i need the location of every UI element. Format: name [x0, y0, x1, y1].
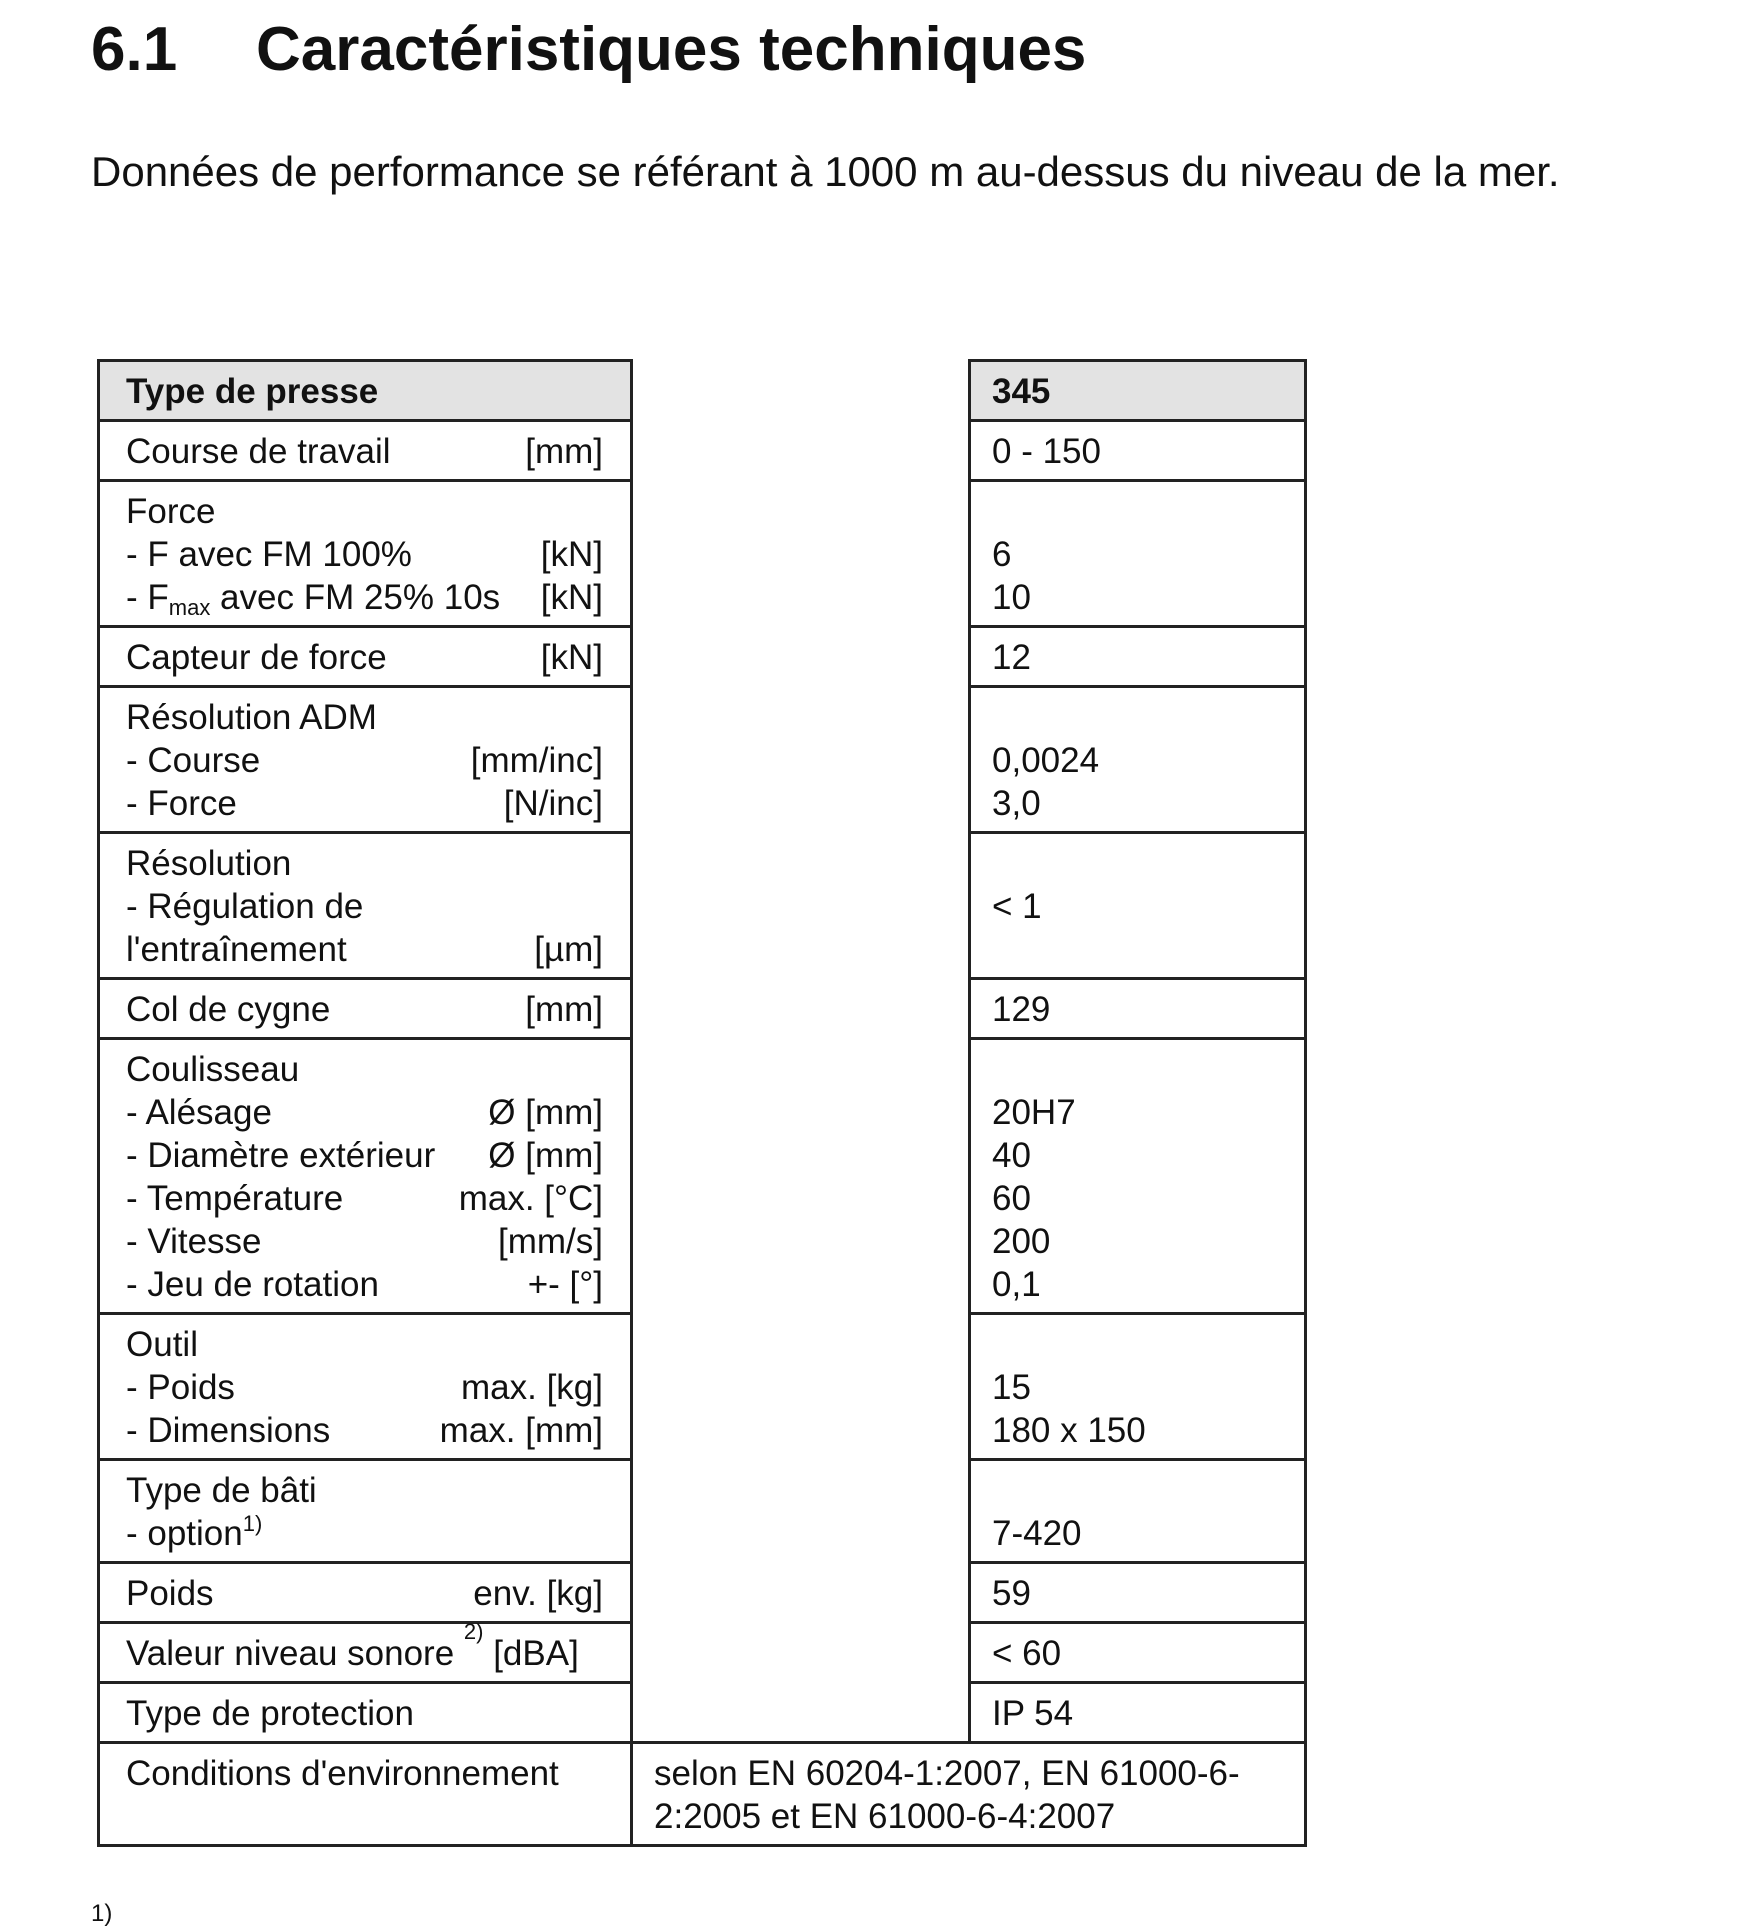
row-label: Course de travail — [126, 432, 391, 471]
row-value: 15 — [992, 1368, 1031, 1407]
row-value: 12 — [970, 627, 1306, 687]
row-label: - Régulation de — [126, 887, 364, 926]
table-row-outil — [99, 1314, 1306, 1460]
row-unit: [N/inc] — [503, 784, 603, 823]
row-label: - Poids — [126, 1368, 235, 1407]
table-row-resolution — [99, 833, 1306, 979]
row-label: - Dimensions — [126, 1411, 331, 1450]
section-number: 6.1 — [91, 15, 178, 84]
row-label: Poids — [126, 1574, 214, 1613]
row-label: - Vitesse — [126, 1222, 262, 1261]
row-title: Coulisseau — [126, 1050, 300, 1089]
table-row-poids — [99, 1563, 1306, 1623]
row-value: 200 — [992, 1222, 1051, 1261]
table-row-cygne — [99, 979, 1306, 1039]
table-row-environnement — [99, 1743, 1306, 1846]
row-value: 0,1 — [992, 1265, 1041, 1304]
row-value: 2:2005 et EN 61000-6-4:2007 — [654, 1797, 1116, 1836]
row-label: - Diamètre extérieur — [126, 1136, 436, 1175]
row-unit: Ø [mm] — [488, 1136, 603, 1175]
row-value: < 60 — [970, 1623, 1306, 1683]
row-value: 7-420 — [992, 1514, 1082, 1553]
section-heading — [91, 14, 1086, 85]
row-unit: max. [kg] — [461, 1368, 603, 1407]
header-label: Type de presse — [99, 361, 632, 421]
row-unit: [mm] — [525, 990, 603, 1029]
row-unit: env. [kg] — [473, 1574, 603, 1613]
row-value: 129 — [970, 979, 1306, 1039]
table-header-row — [99, 361, 1306, 421]
footnote-ref: 1) — [242, 1511, 263, 1536]
row-title: Outil — [126, 1325, 198, 1364]
table-row-adm — [99, 687, 1306, 833]
specifications-table — [97, 359, 1307, 1847]
row-unit: [mm] — [525, 432, 603, 471]
row-value: 0 - 150 — [970, 421, 1306, 481]
row-label: - Jeu de rotation — [126, 1265, 379, 1304]
footnote-marker: 1) — [91, 1900, 113, 1927]
row-unit: [mm/inc] — [470, 741, 603, 780]
row-value: IP 54 — [970, 1683, 1306, 1743]
table-row-sonore — [99, 1623, 1306, 1683]
row-label: l'entraînement — [126, 930, 347, 969]
row-value: 40 — [992, 1136, 1031, 1175]
row-label: - Force — [126, 784, 237, 823]
row-label: Col de cygne — [126, 990, 331, 1029]
row-value: 10 — [992, 578, 1031, 617]
option-label: - option — [126, 1514, 243, 1553]
row-label: - Course — [126, 741, 261, 780]
table-row-coulisseau — [99, 1039, 1306, 1314]
row-unit: [kN] — [540, 535, 603, 574]
row-label: - Alésage — [126, 1093, 272, 1132]
row-label: Valeur niveau sonore — [126, 1634, 464, 1673]
row-unit: [µm] — [534, 930, 603, 969]
row-value: 3,0 — [992, 784, 1041, 823]
table-row-force — [99, 481, 1306, 627]
table-row-bati — [99, 1460, 1306, 1563]
row-value: 20H7 — [992, 1093, 1076, 1132]
fmax-prefix: - F — [126, 578, 169, 617]
row-unit: max. [°C] — [458, 1179, 603, 1218]
header-value: 345 — [970, 361, 1306, 421]
table-row-protection — [99, 1683, 1306, 1743]
row-label: - F avec FM 100% — [126, 535, 412, 574]
table-row-capteur — [99, 627, 1306, 687]
row-value: 180 x 150 — [992, 1411, 1146, 1450]
row-unit: Ø [mm] — [488, 1093, 603, 1132]
row-value: 6 — [992, 535, 1012, 574]
row-value: < 1 — [992, 887, 1042, 926]
row-label: Conditions d'environnement — [99, 1743, 632, 1846]
footnote-ref: 2) — [463, 1619, 484, 1644]
row-value: 0,0024 — [992, 741, 1100, 780]
row-title: Résolution — [126, 844, 292, 883]
row-label — [126, 576, 500, 619]
row-unit: [mm/s] — [498, 1222, 603, 1261]
fmax-label: avec FM 25% 10s — [210, 578, 501, 617]
table-row-course — [99, 421, 1306, 481]
row-label: Type de protection — [99, 1683, 632, 1743]
row-unit: +- [°] — [527, 1265, 603, 1304]
section-title: Caractéristiques techniques — [256, 15, 1087, 84]
row-label: Capteur de force — [126, 638, 387, 677]
row-title: Type de bâti — [126, 1471, 317, 1510]
row-unit: max. [mm] — [439, 1411, 603, 1450]
row-label — [126, 1512, 603, 1555]
row-unit: [kN] — [540, 578, 603, 617]
row-unit: [kN] — [540, 638, 603, 677]
row-title: Force — [126, 492, 216, 531]
row-unit: [dBA] — [483, 1634, 579, 1673]
row-title: Résolution ADM — [126, 698, 377, 737]
intro-paragraph: Données de performance se référant à 1000 m au-dessus du niveau de la mer. — [91, 148, 1560, 195]
row-label: - Température — [126, 1179, 344, 1218]
row-value: 59 — [970, 1563, 1306, 1623]
row-value: 60 — [992, 1179, 1031, 1218]
fmax-subscript: max — [168, 595, 211, 620]
row-value: selon EN 60204-1:2007, EN 61000-6- — [654, 1754, 1240, 1793]
